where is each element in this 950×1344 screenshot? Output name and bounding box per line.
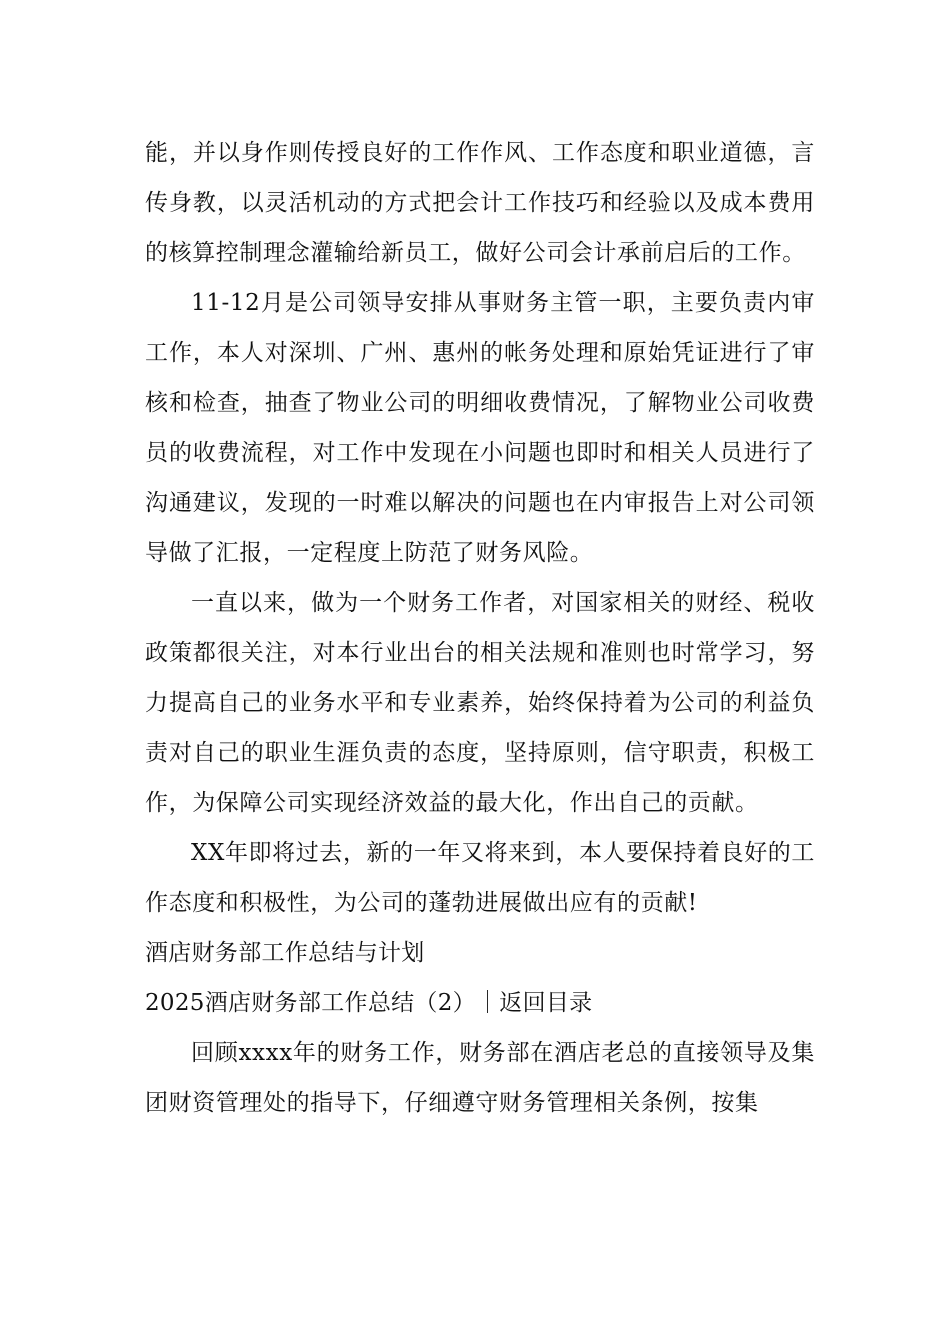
summary-heading-text: 2025酒店财务部工作总结（2） xyxy=(145,990,476,1016)
paragraph-internal-audit: 11-12月是公司领导安排从事财务主管一职，主要负责内审工作，本人对深圳、广州、惠州的帐务处理和原始凭证进行了审核和检查，抽查了物业公司的明细收费情况，了解物业公司收费员的收费流程，对工作中发现在小问题也即时和相关人员进行了沟通建议，发现的一时难以解决的问题也在内审报告上对公司领导做了汇报，一定程度上防范了财务风险。 xyxy=(145,290,815,566)
summary-heading xyxy=(145,978,815,1028)
heading-separator: ｜ xyxy=(475,990,500,1016)
back-to-contents-link[interactable]: 返回目录 xyxy=(499,990,593,1016)
document-body xyxy=(145,128,815,1128)
paragraph-professional-study: 一直以来，做为一个财务工作者，对国家相关的财经、税收政策都很关注，对本行业出台的相关法规和准则也时常学习，努力提高自己的业务水平和专业素养，始终保持着为公司的利益负责对自己的职业生涯负责的态度，坚持原则，信守职责，积极工作，为保障公司实现经济效益的最大化，作出自己的贡献。 xyxy=(145,590,815,816)
section-title: 酒店财务部工作总结与计划 xyxy=(145,940,425,966)
paragraph-continuation: 能，并以身作则传授良好的工作作风、工作态度和职业道德，言传身教，以灵活机动的方式把会计工作技巧和经验以及成本费用的核算控制理念灌输给新员工，做好公司会计承前启后的工作。 xyxy=(145,140,815,266)
paragraph-review: 回顾xxxx年的财务工作，财务部在酒店老总的直接领导及集团财资管理处的指导下，仔细遵守财务管理相关条例，按集 xyxy=(145,1040,815,1116)
paragraph-year-end: XX年即将过去，新的一年又将来到，本人要保持着良好的工作态度和积极性，为公司的蓬勃进展做出应有的贡献! xyxy=(145,840,815,916)
